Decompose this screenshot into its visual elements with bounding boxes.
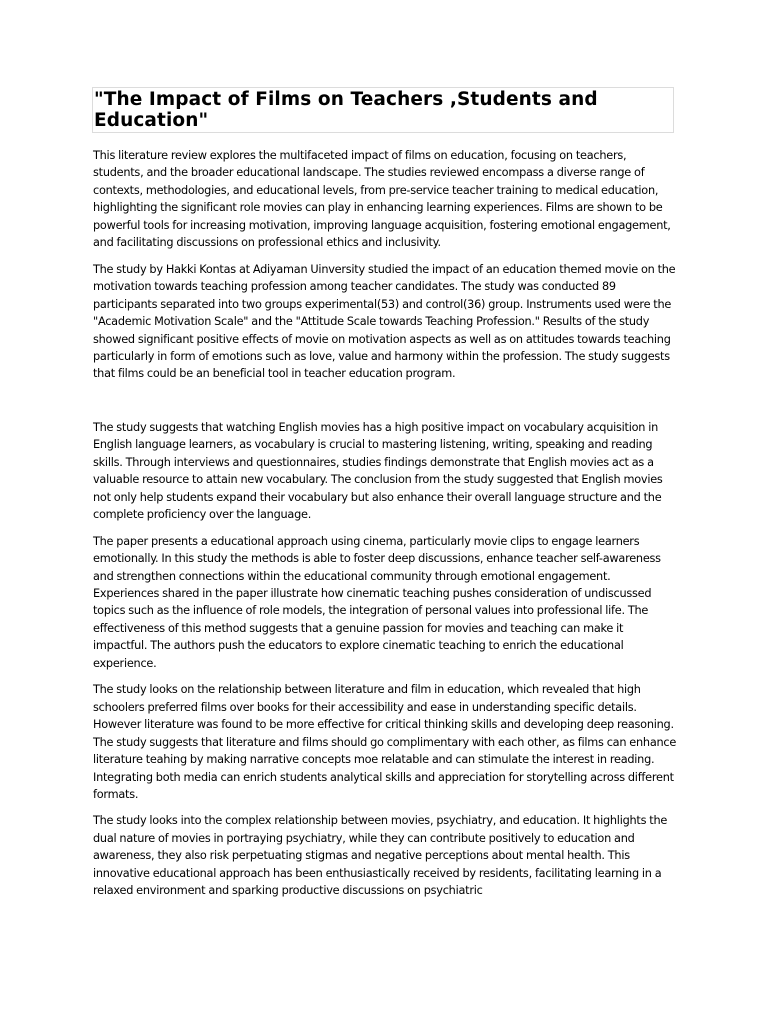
paragraph-cinema-approach: The paper presents a educational approach using cinema, particularly movie clips to engage learners emotionally. In this study the methods is able to foster deep discussions, enhance teacher self-awareness and strengthen connections within the educational community through emotional engagement. Experiences shared in the paper illustrate how cinematic teaching pushes consideration of undiscussed topics such as the influence of role models, the integration of personal values into professional life. The effectiveness of this method suggests that a genuine passion for movies and teaching can make it impactful. The authors push the educators to explore cinematic teaching to enrich the educational experience.	[93, 534, 661, 670]
paragraph-literature-film: The study looks on the relationship between literature and film in education, which revealed that high schoolers preferred films over books for their accessibility and ease in understanding specific details. However literature was found to be more effective for critical thinking skills and developing deep reasoning. The study suggests that literature and films should go complimentary with each other, as films can enhance literature teahing by making narrative concepts moe relatable and can stimulate the interest in reading. Integrating both media can enrich students analytical skills and appreciation for storytelling across different formats.	[93, 683, 677, 801]
paragraph-vocabulary-study: The study suggests that watching English movies has a high positive impact on vocabulary acquisition in English language learners, as vocabulary is crucial to mastering listening, writing, speaking and reading skills. Through interviews and questionnaires, studies findings demonstrate that English movies act as a valuable resource to attain new vocabulary. The conclusion from the study suggested that English movies not only help students expand their vocabulary but also enhance their overall language structure and the complete proficiency over the language.	[93, 420, 663, 522]
paragraph-psychiatry-education: The study looks into the complex relationship between movies, psychiatry, and education. It highlights the dual nature of movies in portraying psychiatry, while they can contribute positively to education and awareness, they also risk perpetuating stigmas and negative perceptions about mental health. This innovative educational approach has been enthusiastically received by residents, facilitating learning in a relaxed environment and sparking productive discussions on psychiatric	[93, 814, 668, 898]
paragraph-kontas-study: The study by Hakki Kontas at Adiyaman Uinversity studied the impact of an education themed movie on the motivation towards teaching profession among teacher candidates. The study was conducted 89 participants separated into two groups experimental(53) and control(36) group. Instruments used were the "Academic Motivation Scale" and the "Attitude Scale towards Teaching Profession." Results of the study showed significant positive effects of movie on motivation aspects as well as on attitudes towards teaching particularly in form of emotions such as love, value and harmony within the profession. The study suggests that films could be an beneficial tool in teacher education program.	[93, 262, 676, 381]
document-title: "The Impact of Films on Teachers ,Students and Education"	[94, 89, 598, 131]
title-box	[92, 87, 674, 133]
paragraph-intro: This literature review explores the multifaceted impact of films on education, focusing on teachers, students, and the broader educational landscape. The studies reviewed encompass a diverse range of contexts, methodologies, and educational levels, from pre-service teacher training to medical education, highlighting the significant role movies can play in enhancing learning experiences. Films are shown to be powerful tools for increasing motivation, improving language acquisition, fostering emotional engagement, and facilitating discussions on professional ethics and inclusivity.	[93, 149, 671, 250]
document-body	[93, 147, 678, 909]
